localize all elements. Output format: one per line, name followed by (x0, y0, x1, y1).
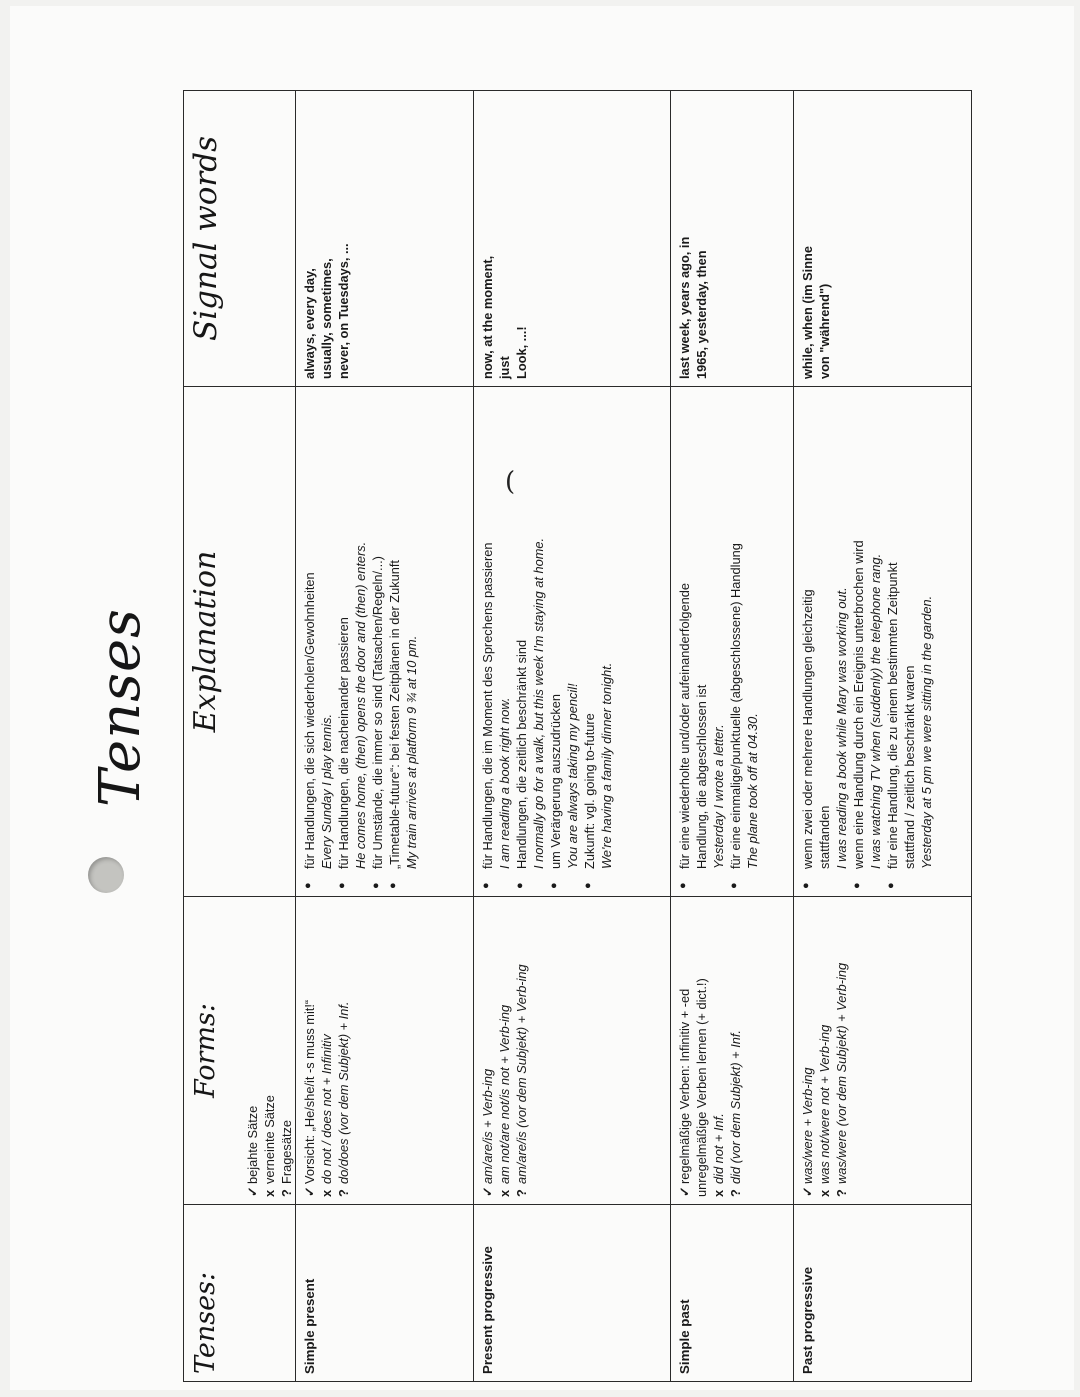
explanation-item: ● für Handlungen, die im Moment des Sprechens passieren I am reading a book right now. (479, 394, 513, 869)
table-row (670, 91, 793, 1382)
signal-word-line: Look, ...! (513, 326, 529, 379)
explanation-item: ● Handlungen, die zeitlich beschränkt sind I normally go for a walk, but this week I'm staying at home. (513, 394, 547, 869)
explanation-item: ● wenn eine Handlung durch ein Ereignis unterbrochen wird I was watching TV when (suddenly) the telephone rang. (850, 394, 884, 869)
form-line: ✓was/were + Verb-ing (799, 1067, 815, 1197)
header-tenses-cell (184, 1205, 296, 1382)
explanation-item: ● für eine einmalige/punktuelle (abgeschlossene) Handlung The plane took off at 04.30. (727, 394, 761, 869)
legend-item: xverneinte Sätze (261, 1095, 277, 1197)
signal-words-cell (670, 91, 793, 387)
form-line: xam not/are not/is not + Verb-ing (496, 1004, 512, 1197)
form-line: ✓Vorsicht: „He/she/it -s muss mit!“ (301, 999, 317, 1197)
explanation-item: ● „Timetable-future“: bei festen Zeitplänen in der Zukunft My train arrives at platform 9 ¾ at 10 pm. (386, 394, 420, 869)
signal-word-line: always, every day, (301, 268, 317, 379)
explanation-item: ● Zukunft: vgl. going to-future We're having a family dinner tonight. (581, 394, 615, 869)
signal-word-line: while, when (im Sinne (799, 246, 815, 379)
form-line: ?did (vor dem Subjekt) + Inf. (728, 1030, 743, 1197)
form-line: ✓regelmäßige Verben: Infinitiv + -ed (676, 988, 692, 1197)
explanation-item: ● für Handlungen, die nacheinander passieren He comes home, (then) opens the door and (then) enters. (335, 394, 369, 869)
form-line: ?do/does (vor dem Subjekt) + Inf. (335, 1001, 351, 1197)
form-line: ?am/are/is (vor dem Subjekt) + Verb-ing (513, 964, 529, 1197)
tense-name: Present progressive (479, 1246, 495, 1374)
table-header-row (184, 91, 296, 1382)
signal-word-line: usually, sometimes, (318, 258, 334, 379)
forms-legend (244, 904, 295, 1197)
explanation-cell (473, 387, 670, 897)
header-signal-words: Signal words (188, 136, 224, 341)
forms-cell (473, 897, 670, 1205)
tense-name: Simple present (301, 1278, 317, 1374)
signal-word-line: never, on Tuesdays, ... (335, 243, 351, 379)
tense-name: Past progressive (799, 1266, 815, 1374)
explanation-item: ● um Verärgerung auszudrücken You are always taking my pencil! (547, 394, 581, 869)
stray-parenthesis: ( (505, 467, 516, 497)
tenses-table (183, 90, 972, 1382)
explanation-cell (670, 387, 793, 897)
form-line: unregelmäßige Verben lernen (+ dict.!) (693, 978, 709, 1197)
header-explanation-cell (184, 387, 296, 897)
tense-name-cell (793, 1205, 971, 1382)
form-line: xdid not + Inf. (710, 1113, 726, 1197)
tense-name-cell (295, 1205, 473, 1382)
tense-name-cell (473, 1205, 670, 1382)
explanation-item: ● für eine Handlung, die zu einem bestimmten Zeitpunkt stattfand / zeitlich beschränkt waren Yesterday at 5 pm we were sitting in the garden. (884, 394, 935, 869)
form-line: xdo not / does not + Infinitiv (318, 1034, 334, 1197)
header-tenses: Tenses: (190, 1271, 221, 1374)
explanation-cell (295, 387, 473, 897)
explanation-item: ● für Handlungen, die sich wiederholen/Gewohnheiten Every Sunday I play tennis. (301, 394, 335, 869)
header-signal-words-cell (184, 91, 296, 387)
form-line: ✓am/are/is + Verb-ing (479, 1068, 495, 1197)
explanation-item: ● für Umstände, die immer so sind (Tatsachen/Regeln/...) (369, 394, 386, 869)
signal-word-line: last week, years ago, in (676, 236, 692, 379)
header-explanation: Explanation (188, 550, 223, 733)
page-title: Tenses (88, 608, 153, 807)
signal-word-line: von "während") (816, 283, 832, 379)
form-line: xwas not/were not + Verb-ing (816, 1024, 832, 1197)
header-forms: Forms: (190, 1003, 221, 1098)
explanation-cell (793, 387, 971, 897)
legend-item: ✓bejahte Sätze (244, 1105, 260, 1197)
forms-cell (670, 897, 793, 1205)
signal-word-line: now, at the moment, (479, 255, 495, 379)
table-row (295, 91, 473, 1382)
header-forms-cell (184, 897, 296, 1205)
table-row (473, 91, 670, 1382)
legend-item: ?Fragesätze (278, 1119, 294, 1197)
explanation-item: ● für eine wiederholte und/oder aufeinanderfolgende Handlung, die abgeschlossen ist Yesterday I wrote a letter. (676, 394, 727, 869)
signal-word-line: just (496, 356, 512, 379)
signal-words-cell (793, 91, 971, 387)
tense-name: Simple past (676, 1299, 692, 1374)
tense-name-cell (670, 1205, 793, 1382)
signal-words-cell (473, 91, 670, 387)
signal-word-line: 1965, yesterday, then (693, 250, 709, 379)
forms-cell (295, 897, 473, 1205)
form-line: ?was/were (vor dem Subjekt) + Verb-ing (833, 962, 849, 1197)
explanation-item: ● wenn zwei oder mehrere Handlungen gleichzeitig stattfanden I was reading a book while Mary was working out. (799, 394, 850, 869)
signal-words-cell (295, 91, 473, 387)
forms-cell (793, 897, 971, 1205)
table-row (793, 91, 971, 1382)
